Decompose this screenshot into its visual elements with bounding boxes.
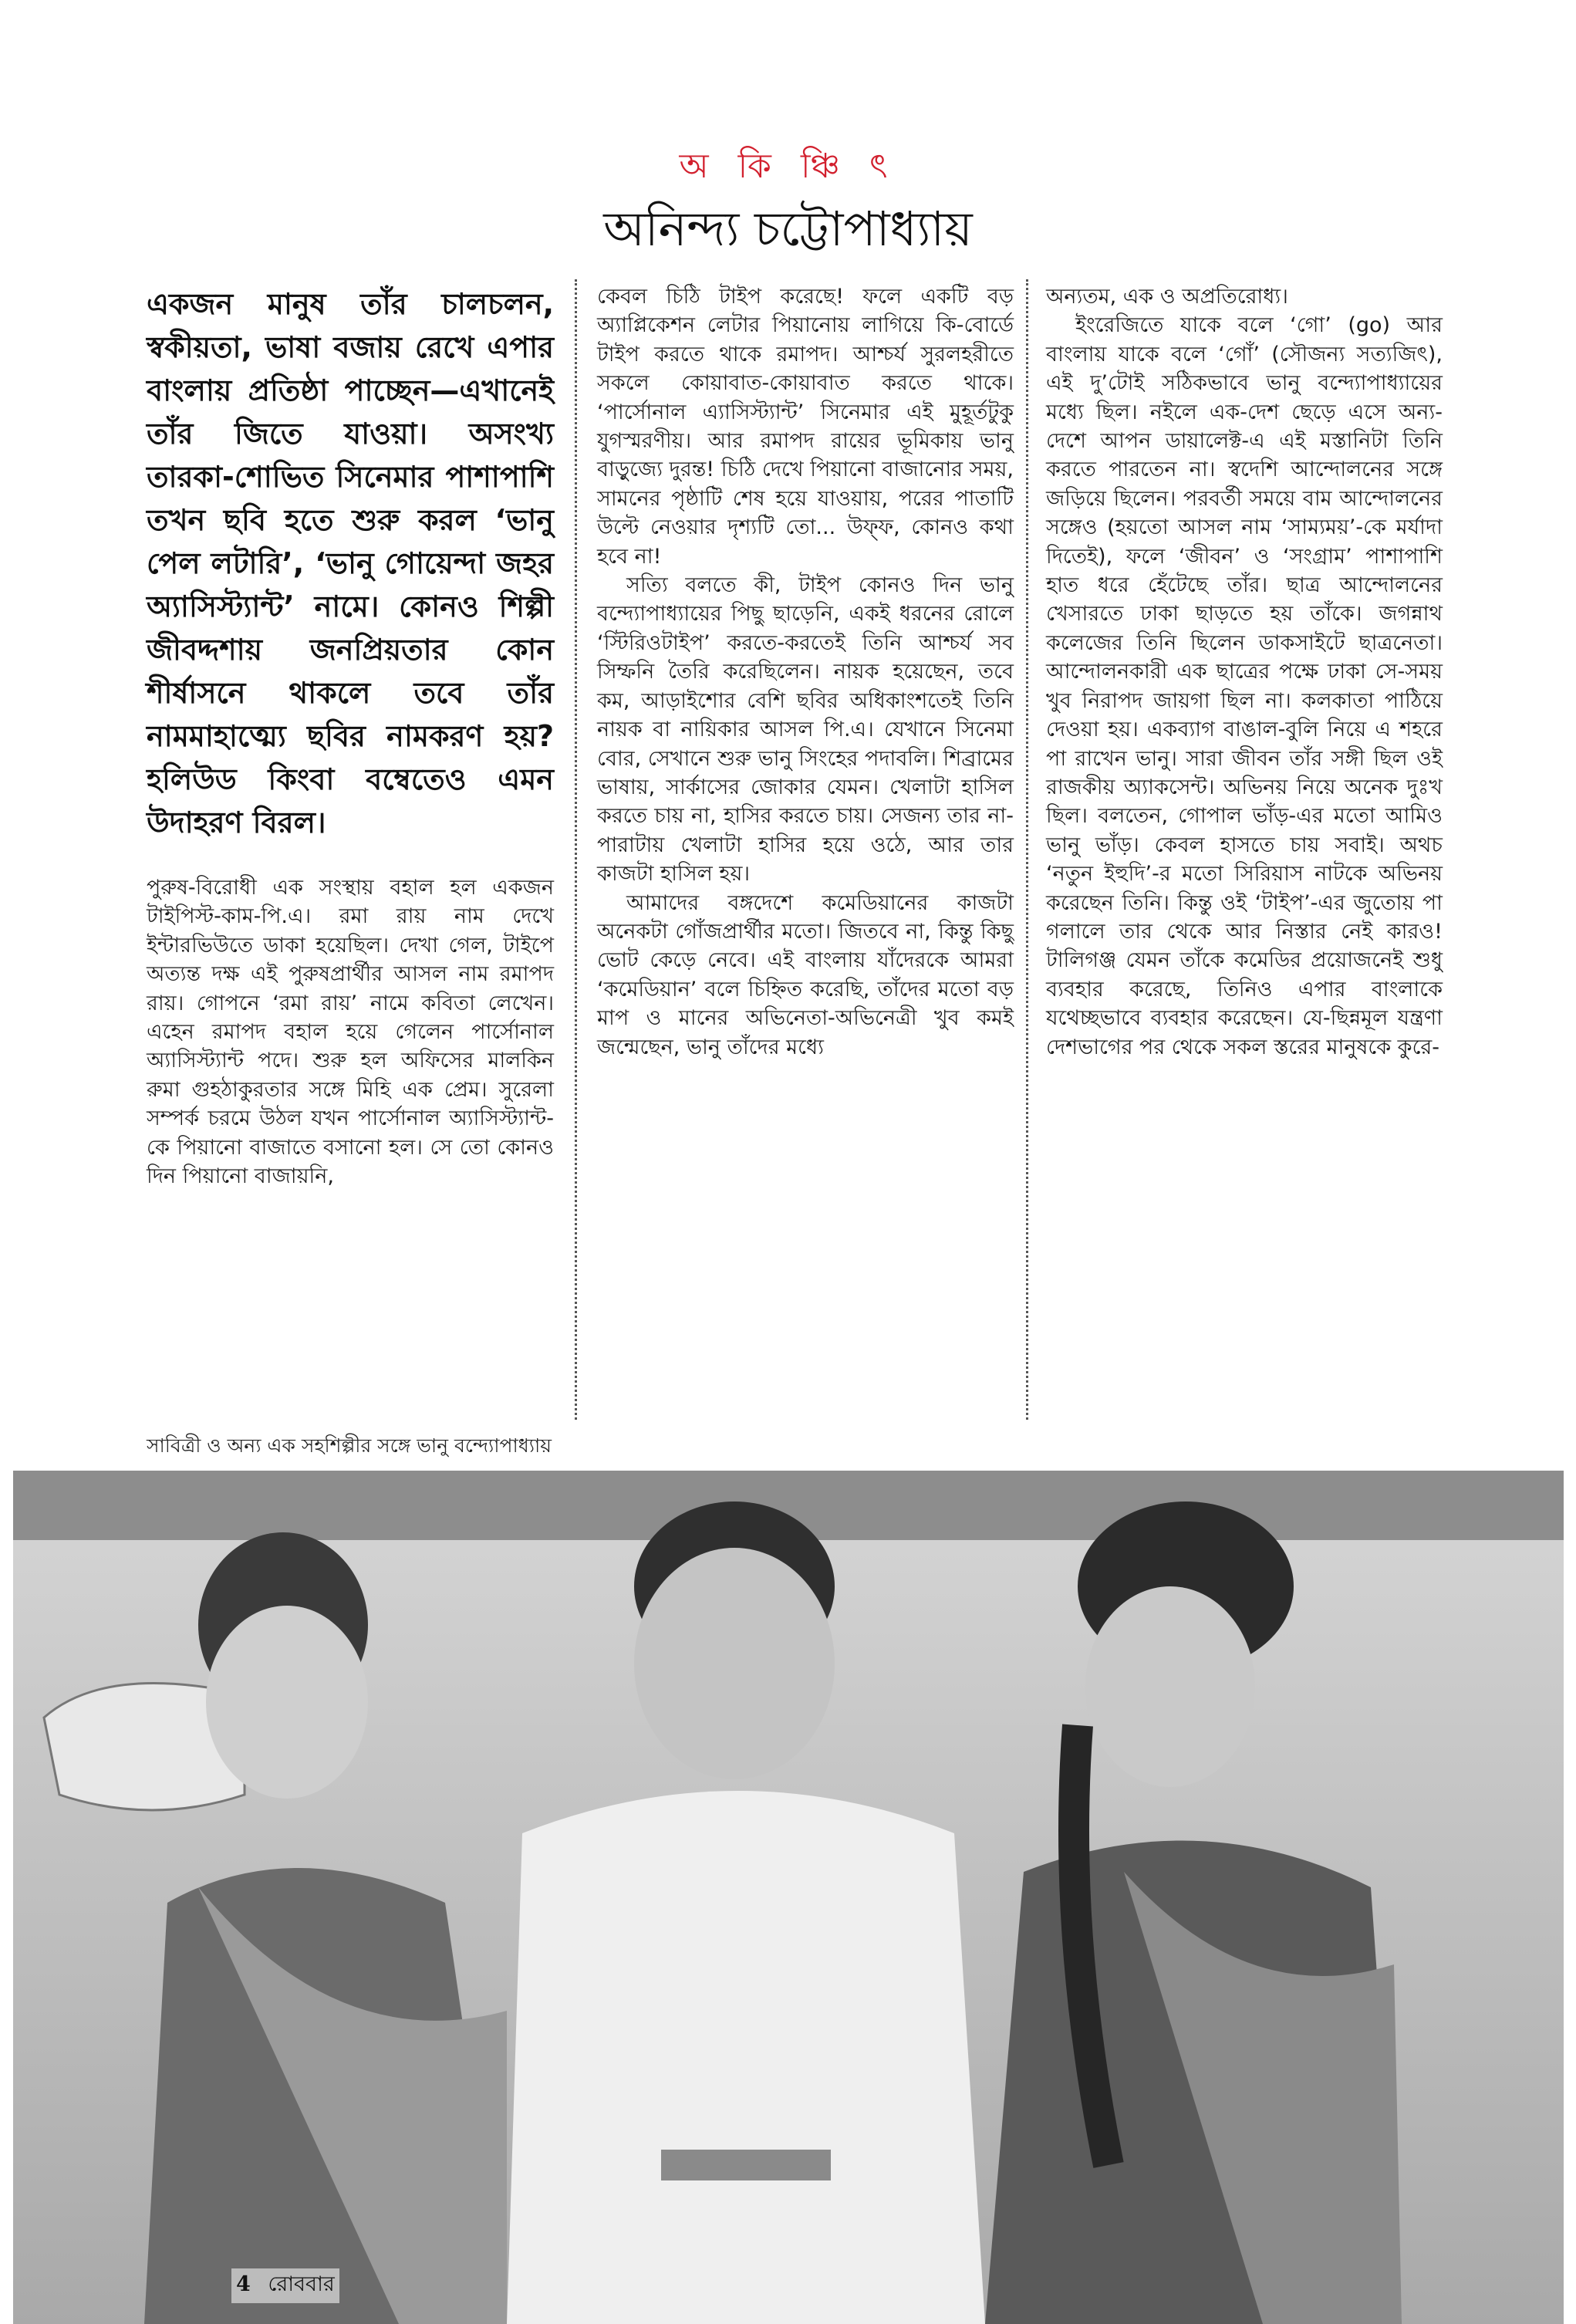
body-paragraph: অন্যতম, এক ও অপ্রতিরোধ্য। (1046, 285, 1288, 309)
body-paragraph: আমাদের বঙ্গদেশে কমেডিয়ানের কাজটা অনেকটা গোঁজপ্রার্থীর মতো। জিতবে না, কিন্তু কিছু ভোট কেড়ে নেবে। এই বাংলায় যাঁদেরকে আমরা ‘কমেডিয়ান’ বলে চিহ্নিত করেছি, তাঁদের মতো বড় মাপ ও মানের অভিনেতা-অভিনেত্রী খুব কমই জন্মেছেন, ভানু তাঁদের মধ্যে (597, 890, 1014, 1059)
body-paragraph: ইংরেজিতে যাকে বলে ‘গো’ (go) আর বাংলায় যাকে বলে ‘গোঁ’ (সৌজন্য সত্যজিৎ), এই দু’টোই সঠিকভাবে ভানু বন্দ্যোপাধ্যায়ের মধ্যে ছিল। নইলে এক-দেশ ছেড়ে এসে অন্য-দেশে আপন ডায়ালেক্ট-এ এই মস্তানিটা তিনি করতে পারতেন না। স্বদেশি আন্দোলনের সঙ্গে জড়িয়ে ছিলেন। পরবর্তী সময়ে বাম আন্দোলনের সঙ্গেও (হয়তো আসল নাম ‘সাম্যময়’-কে মর্যাদা দিতেই), ফলে ‘জীবন’ ও ‘সংগ্রাম’ পাশাপাশি হাত ধরে হেঁটেছে তাঁর। ছাত্র আন্দোলনের খেসারতে ঢাকা ছাড়তে হয় তাঁকে। জগন্নাথ কলেজের তিনি ছিলেন ডাকসাইটে ছাত্রনেতা। আন্দোলনকারী এক ছাত্রের পক্ষে ঢাকা সে-সময় খুব নিরাপদ জায়গা ছিল না। কলকাতা পাঠিয়ে দেওয়া হয়। একব্যাগ বাঙাল-বুলি নিয়ে এ শহরে পা রাখেন ভানু। সারা জীবন তাঁর সঙ্গী ছিল ওই রাজকীয় অ্যাকসেন্ট। অভিনয় নিয়ে অনেক দুঃখ ছিল। বলতেন, গোপাল ভাঁড়-এর মতো আমিও ভানু ভাঁড়। কেবল হাসতে চায় সবাই। অথচ ‘নতুন ইহুদি’-র মতো সিরিয়াস নাটকে অভিনয় করেছেন তিনি। কিন্তু ওই ‘টাইপ’-এর জুতোয় পা গলালে তার থেকে আর নিস্তার নেই কারও! টালিগঞ্জ যেমন তাঁকে কমেডির প্রয়োজনেই শুধু ব্যবহার করেছে, তিনিও এপার বাংলাকে যথেচ্ছভাবে ব্যবহার করেছেন। যে-ছিন্নমূল যন্ত্রণা দেশভাগের পর থেকে সকল স্তরের মানুষকে কুরে- (1046, 313, 1443, 1059)
photo-caption: সাবিত্রী ও অন্য এক সহশিল্পীর সঙ্গে ভানু বন্দ্যোপাধ্যায় (147, 1434, 552, 1457)
text-column-3 (1046, 282, 1443, 1062)
photograph (13, 1471, 1564, 2324)
text-column-1 (147, 282, 554, 1191)
body-paragraph: পুরুষ-বিরোধী এক সংস্থায় বহাল হল একজন টাইপিস্ট-কাম-পি.এ। রমা রায় নাম দেখে ইন্টারভিউতে ডাকা হয়েছিল। দেখা গেল, টাইপে অত্যন্ত দক্ষ এই পুরুষপ্রার্থীর আসল নাম রমাপদ রায়। গোপনে ‘রমা রায়’ নামে কবিতা লেখেন। এহেন রমাপদ বহাল হয়ে গেলেন পার্সোনাল অ্যাসিস্ট্যান্ট পদে। শুরু হল অফিসের মালকিন রুমা গুহঠাকুরতার সঙ্গে মিহি এক প্রেম। সুরেলা সম্পর্ক চরমে উঠল যখন পার্সোনাল অ্যাসিস্ট্যান্ট-কে পিয়ানো বাজাতে বসানো হল। সে তো কোনও দিন পিয়ানো বাজায়নি, (147, 876, 554, 1189)
page-folio (231, 2268, 339, 2303)
body-paragraph: কেবল চিঠি টাইপ করেছে! ফলে একটি বড় অ্যাপ্লিকেশন লেটার পিয়ানোয় লাগিয়ে কি-বোর্ডে টাইপ করতে থাকে রমাপদ। আশ্চর্য সুরলহরীতে সকলে কোয়াবাত-কোয়াবাত করতে থাকে। ‘পার্সোনাল এ্যাসিস্ট্যান্ট’ সিনেমার এই মুহূর্তটুকু যুগস্মরণীয়। আর রমাপদ রায়ের ভূমিকায় ভানু বাড়ুজ্যে দুরন্ত! চিঠি দেখে পিয়ানো বাজানোর সময়, সামনের পৃষ্ঠাটি শেষ হয়ে যাওয়ায়, পরের পাতাটি উল্টে নেওয়ার দৃশ্যটি তো... উফ্ফ, কোনও কথা হবে না! (597, 285, 1014, 569)
body-paragraph: সত্যি বলতে কী, টাইপ কোনও দিন ভানু বন্দ্যোপাধ্যায়ের পিছু ছাড়েনি, একই ধরনের রোলে ‘স্টিরিওটাইপ’ করতে-করতেই তিনি আশ্চর্য সব সিম্ফনি তৈরি করেছিলেন। নায়ক হয়েছেন, তবে কম, আড়াইশোর বেশি ছবির অধিকাংশতেই তিনি নায়ক বা নায়িকার আসল পি.এ। যেখানে সিনেমা বোর, সেখানে শুরু ভানু সিংহের পদাবলি। শিব্রামের ভাষায়, সার্কাসের জোকার যেমন। খেলাটা হাসিল করতে চায় না, হাসির করতে চায়। সেজন্য তার না-পারাটায় খেলাটা হাসির হয়ে ওঠে, আর তার কাজটা হাসিল হয়। (597, 573, 1014, 887)
column-divider (1026, 279, 1028, 1420)
text-column-2 (597, 282, 1014, 1062)
author-byline: অনিন্দ্য চট্টোপাধ্যায় (603, 201, 973, 257)
column-divider (575, 279, 577, 1420)
photo-illustration (13, 1471, 1564, 2324)
lead-paragraph: একজন মানুষ তাঁর চালচলন, স্বকীয়তা, ভাষা বজায় রেখে এপার বাংলায় প্রতিষ্ঠা পাচ্ছেন—এখানেই তাঁর জিতে যাওয়া। অসংখ্য তারকা-শোভিত সিনেমার পাশাপাশি তখন ছবি হতে শুরু করল ‘ভানু পেল লটারি’, ‘ভানু গোয়েন্দা জহর অ্যাসিস্ট্যান্ট’ নামে। কোনও শিল্পী জীবদ্দশায় জনপ্রিয়তার কোন শীর্ষাসনে থাকলে তবে তাঁর নামমাহাত্ম্যে ছবির নামকরণ হয়? হলিউড কিংবা বম্বেতেও এমন উদাহরণ বিরল। (147, 287, 554, 839)
magazine-name: রোববার (268, 2272, 335, 2296)
column-kicker: অ কি ঞ্চি ৎ (679, 147, 897, 186)
page-number: 4 (236, 2272, 251, 2296)
